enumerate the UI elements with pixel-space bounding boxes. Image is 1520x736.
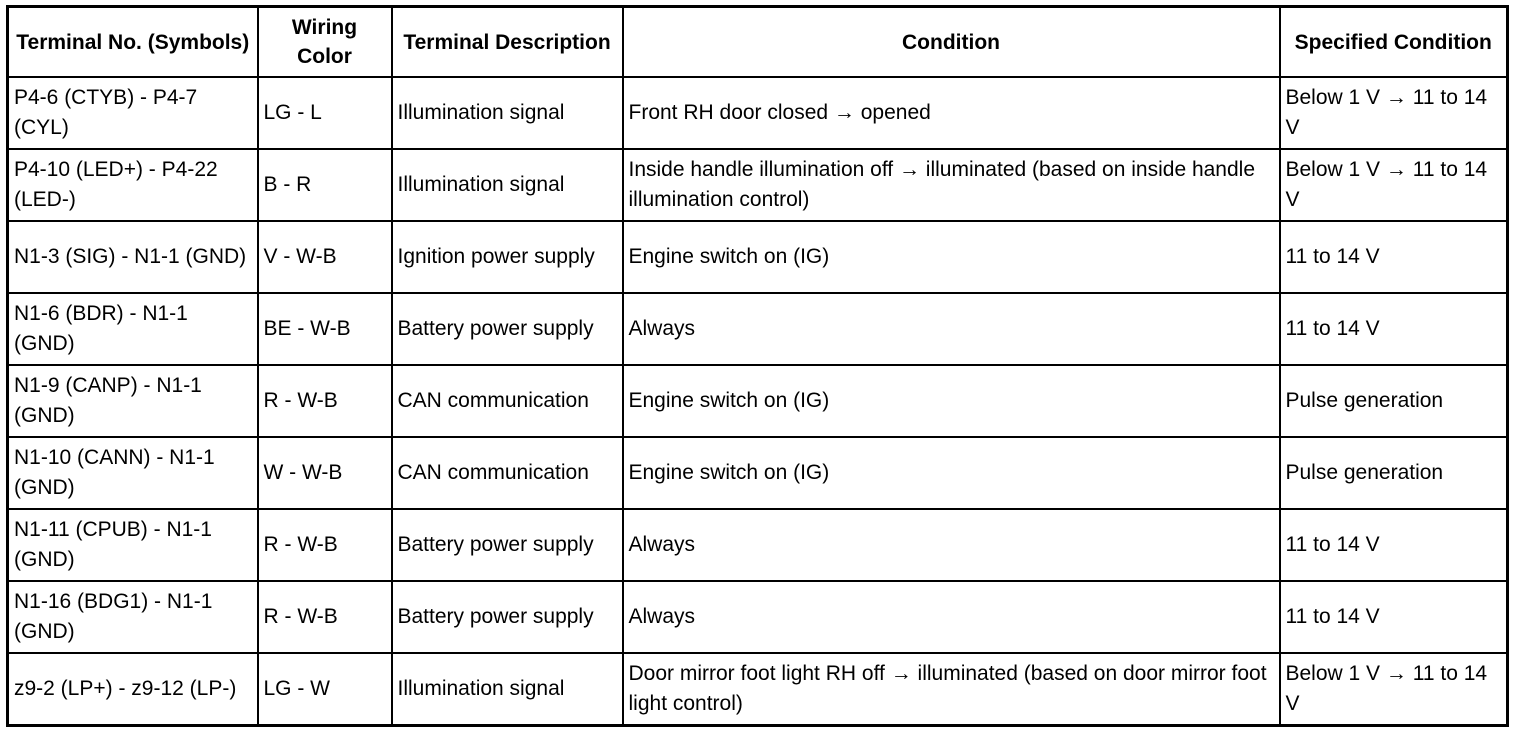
table-container [6,5,1509,727]
table-row [8,581,1508,653]
cell-specified-condition: 11 to 14 V [1280,509,1508,581]
cell-terminal-no: N1-11 (CPUB) - N1-1 (GND) [8,509,258,581]
cell-condition: Inside handle illumination off → illuminated (based on inside handle illumination control) [623,149,1280,221]
table-row [8,365,1508,437]
header-wiring-color: Wiring Color [258,7,392,78]
cell-terminal-description: Illumination signal [392,653,623,726]
cell-condition: Front RH door closed → opened [623,77,1280,149]
cell-terminal-description: Battery power supply [392,509,623,581]
cell-specified-condition: 11 to 14 V [1280,581,1508,653]
cell-condition: Engine switch on (IG) [623,221,1280,293]
cell-terminal-description: Illumination signal [392,77,623,149]
cell-specified-condition: Below 1 V → 11 to 14 V [1280,653,1508,726]
cell-condition: Always [623,581,1280,653]
cell-wiring-color: BE - W-B [258,293,392,365]
cell-specified-condition: Pulse generation [1280,365,1508,437]
table-row [8,77,1508,149]
cell-specified-condition: Pulse generation [1280,437,1508,509]
cell-wiring-color: V - W-B [258,221,392,293]
header-terminal-description: Terminal Description [392,7,623,78]
table-row [8,509,1508,581]
cell-condition: Engine switch on (IG) [623,437,1280,509]
cell-wiring-color: R - W-B [258,581,392,653]
cell-wiring-color: W - W-B [258,437,392,509]
cell-wiring-color: R - W-B [258,509,392,581]
cell-wiring-color: R - W-B [258,365,392,437]
header-specified-condition: Specified Condition [1280,7,1508,78]
cell-terminal-description: Battery power supply [392,581,623,653]
cell-wiring-color: B - R [258,149,392,221]
table-header [8,7,1508,78]
table-body [8,77,1508,726]
cell-terminal-no: N1-10 (CANN) - N1-1 (GND) [8,437,258,509]
cell-terminal-description: Ignition power supply [392,221,623,293]
cell-specified-condition: 11 to 14 V [1280,221,1508,293]
cell-terminal-no: N1-16 (BDG1) - N1-1 (GND) [8,581,258,653]
cell-condition: Always [623,293,1280,365]
cell-terminal-no: N1-9 (CANP) - N1-1 (GND) [8,365,258,437]
table-row [8,149,1508,221]
cell-terminal-description: CAN communication [392,437,623,509]
cell-terminal-description: Illumination signal [392,149,623,221]
cell-specified-condition: 11 to 14 V [1280,293,1508,365]
cell-terminal-no: N1-3 (SIG) - N1-1 (GND) [8,221,258,293]
cell-specified-condition: Below 1 V → 11 to 14 V [1280,149,1508,221]
cell-condition: Always [623,509,1280,581]
cell-condition: Door mirror foot light RH off → illuminated (based on door mirror foot light control) [623,653,1280,726]
cell-terminal-no: P4-6 (CTYB) - P4-7 (CYL) [8,77,258,149]
cell-terminal-description: Battery power supply [392,293,623,365]
terminal-inspection-table [6,5,1509,727]
cell-specified-condition: Below 1 V → 11 to 14 V [1280,77,1508,149]
cell-terminal-no: P4-10 (LED+) - P4-22 (LED-) [8,149,258,221]
cell-terminal-description: CAN communication [392,365,623,437]
cell-terminal-no: z9-2 (LP+) - z9-12 (LP-) [8,653,258,726]
header-terminal-no: Terminal No. (Symbols) [8,7,258,78]
header-row [8,7,1508,78]
cell-wiring-color: LG - L [258,77,392,149]
table-row [8,653,1508,726]
table-row [8,437,1508,509]
table-row [8,293,1508,365]
table-row [8,221,1508,293]
cell-wiring-color: LG - W [258,653,392,726]
cell-condition: Engine switch on (IG) [623,365,1280,437]
header-condition: Condition [623,7,1280,78]
cell-terminal-no: N1-6 (BDR) - N1-1 (GND) [8,293,258,365]
